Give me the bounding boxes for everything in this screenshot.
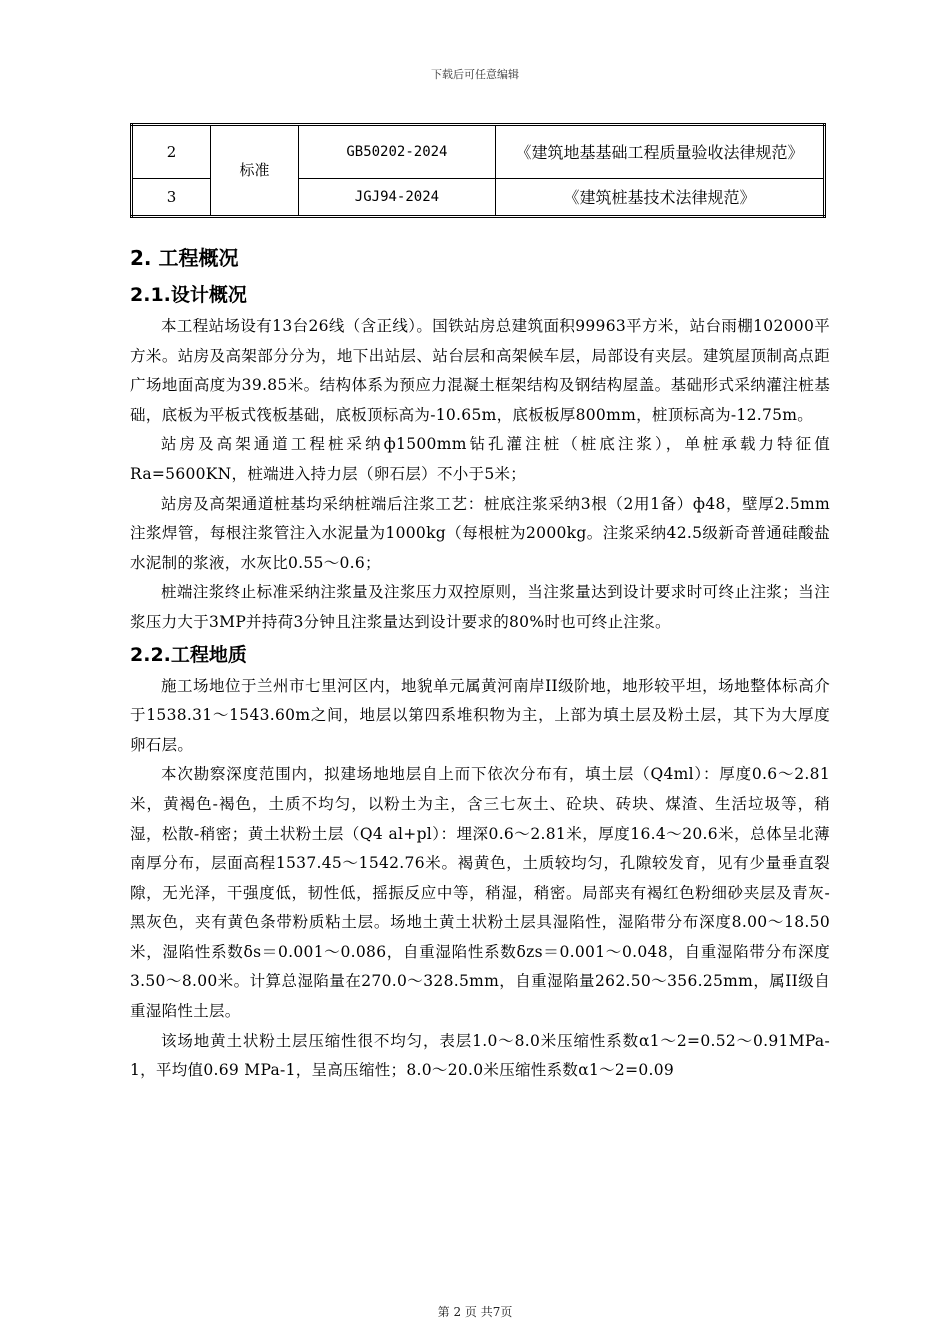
paragraph: 该场地黄土状粉土层压缩性很不均匀，表层1.0～8.0米压缩性系数α1～2=0.52～0.91MPa-1，平均值0.69 MPa-1，呈高压缩性；8.0～20.0米压缩性系数α1～2=0.09 [130,1031,830,1080]
paragraph: 本工程站场设有13台26线（含正线）。国铁站房总建筑面积99963平方米，站台雨棚102000平方米。站房及高架部分分为，地下出站层、站台层和高架候车层，局部设有夹层。建筑屋顶制高点距广场地面高度为39.85米。结构体系为预应力混凝土框架结构及钢结构屋盖。基础形式采纳灌注桩基础，底板为平板式筏板基础，底板顶标高为-10.65m，底板板厚800mm，桩顶标高为-12.75m。 [130,317,830,424]
paragraph: 站房及高架通道桩基均采纳桩端后注浆工艺：桩底注浆采纳3根（2用1备）ф48，壁厚2.5mm注浆焊管，每根注浆管注入水泥量为1000kg（每根桩为2000kg。注浆采纳42.5级新奇普通硅酸盐水泥制的浆液，水灰比0.55～0.6； [130,494,830,572]
paragraph: 站房及高架通道工程桩采纳ф1500mm钻孔灌注桩（桩底注浆），单桩承载力特征值Ra=5600KN，桩端进入持力层（卵石层）不小于5米； [130,435,830,483]
standard-name: 《建筑桩基技术法律规范》 [495,179,824,217]
page-header: 下载后可任意编辑 [431,68,519,81]
table-row [132,125,825,179]
document-body [130,238,830,1086]
paragraph: 施工场地位于兰州市七里河区内，地貌单元属黄河南岸II级阶地，地形较平坦，场地整体标高介于1538.31～1543.60m之间，地层以第四系堆积物为主，上部为填土层及粉土层，其下为大厚度卵石层。 [130,676,830,754]
subsection-title: 2.2.工程地质 [130,643,247,666]
page-footer: 第 2 页 共7页 [437,1305,513,1319]
row-number: 2 [132,125,211,179]
standards-table [130,123,826,218]
standard-code: GB50202-2024 [298,125,495,179]
row-number: 3 [132,179,211,217]
section-title: 2. 工程概况 [130,246,239,270]
standard-code: JGJ94-2024 [298,179,495,217]
standard-name: 《建筑地基基础工程质量验收法律规范》 [495,125,824,179]
paragraph: 桩端注浆终止标准采纳注浆量及注浆压力双控原则，当注浆量达到设计要求时可终止注浆；当注浆压力大于3MP并持荷3分钟且注浆量达到设计要求的80%时也可终止注浆。 [130,583,830,631]
category-cell: 标准 [211,125,299,217]
paragraph: 本次勘察深度范围内，拟建场地地层自上而下依次分布有，填土层（Q4ml）：厚度0.6～2.81米，黄褐色-褐色，土质不均匀，以粉土为主，含三七灰土、砼块、砖块、煤渣、生活垃圾等，稍湿，松散-稍密；黄土状粉土层（Q4 al+pl）：埋深0.6～2.81米，厚度16.4～20.6米，总体呈北薄南厚分布，层面高程1537.45～1542.76米。褐黄色，土质较均匀，孔隙较发育，见有少量垂直裂隙，无光泽，干强度低，韧性低，摇振反应中等，稍湿，稍密。局部夹有褐红色粉细砂夹层及青灰-黑灰色，夹有黄色条带粉质粘土层。场地土黄土状粉土层具湿陷性，湿陷带分布深度8.00～18.50米，湿陷性系数δs＝0.001～0.086，自重湿陷性系数δzs＝0.001～0.048，自重湿陷带分布深度3.50～8.00米。计算总湿陷量在270.0～328.5mm，自重湿陷量262.50～356.25mm，属II级自重湿陷性土层。 [130,765,830,1021]
subsection-title: 2.1.设计概况 [130,284,247,306]
